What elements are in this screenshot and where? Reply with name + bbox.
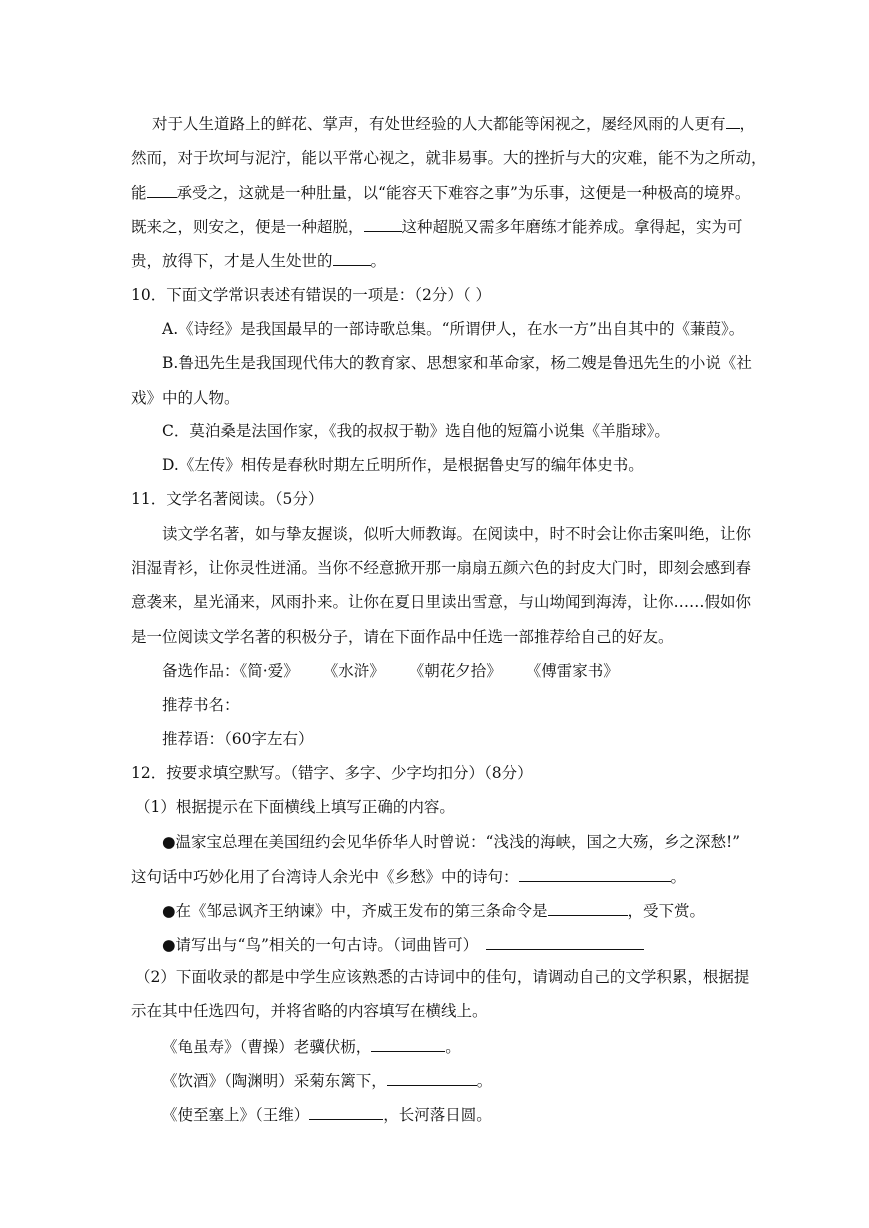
- q10-option-d: D.《左传》相传是春秋时期左丘明所作，是根据鲁史写的编年体史书。: [162, 456, 644, 474]
- q12-text: 这句话中巧妙化用了台湾诗人余光中《乡愁》中的诗句：: [131, 868, 519, 886]
- passage-line-3: [131, 181, 750, 204]
- q12-stem: 12．按要求填空默写。（错字、多字、少字均扣分）（8分）: [131, 764, 533, 782]
- q10-stem: 10．下面文学常识表述有错误的一项是：（2分）（ ）: [131, 286, 492, 304]
- q10-option-b-line1: B.鲁迅先生是我国现代伟大的教育家、思想家和革命家，杨二嫂是鲁迅先生的小说《社: [162, 354, 752, 372]
- q12-poem2: [162, 1069, 492, 1092]
- passage-text: 这种超脱又需多年磨练才能养成。拿得起，实为可: [401, 218, 743, 236]
- q12-bullet2: [162, 899, 705, 922]
- q12-part2-line2: 示在其中任选四句，并将省略的内容填写在横线上。: [131, 1002, 488, 1020]
- q11-para-line2: 泪湿青衫，让你灵性迸涌。当你不经意掀开那一扇扇五颜六色的封皮大门时，即刻会感到春: [131, 559, 752, 577]
- q12-poem3: [162, 1103, 492, 1126]
- passage-line-5: [131, 249, 386, 272]
- passage-line-2: 然而，对于坎坷与泥泞，能以平常心视之，就非易事。大的挫折与大的灾难，能不为之所动，: [131, 149, 767, 167]
- q11-para-line4: 是一位阅读文学名著的积极分子，请在下面作品中任选一部推荐给自己的好友。: [131, 628, 674, 646]
- q11-para-line3: 意袭来，星光涌来，风雨扑来。让你在夏日里读出雪意，与山坳闻到海涛，让你……假如你: [131, 593, 752, 611]
- q10-option-c: C．莫泊桑是法国作家，《我的叔叔于勒》选自他的短篇小说集《羊脂球》。: [162, 422, 670, 440]
- q12-text: 。: [445, 1038, 461, 1056]
- fill-blank[interactable]: [147, 181, 177, 198]
- passage-text: 承受之，这就是一种肚量，以“能容天下难容之事”为乐事，这便是一种极高的境界。: [176, 184, 751, 202]
- option-item: 《傅雷家书》: [525, 662, 619, 680]
- option-item: 《水浒》: [322, 662, 385, 680]
- passage-text: 能: [131, 184, 147, 202]
- q12-bullet3: [162, 933, 644, 956]
- q11-book-label: 推荐书名：: [162, 696, 240, 714]
- q12-text: ，受下赏。: [627, 902, 706, 920]
- q12-text: 。: [476, 1072, 493, 1090]
- fill-blank[interactable]: [309, 1103, 383, 1120]
- q11-para-line1: 读文学名著，如与挚友握谈，似听大师教诲。在阅读中，时不时会让你击案叫绝，让你: [162, 525, 752, 543]
- q10-option-b-line2: 戏》中的人物。: [131, 389, 240, 407]
- fill-blank[interactable]: [548, 899, 628, 916]
- q10-option-a: A.《诗经》是我国最早的一部诗歌总集。“所谓伊人，在水一方”出自其中的《蒹葭》。: [162, 320, 745, 338]
- q12-poem1: [162, 1035, 461, 1058]
- fill-blank[interactable]: [371, 1035, 445, 1052]
- fill-blank[interactable]: [486, 933, 644, 950]
- passage-line-4: [131, 215, 743, 238]
- q12-part2-line1: （2）下面收录的都是中学生应该熟悉的古诗词中的佳句，请调动自己的文学积累，根据提: [135, 968, 750, 986]
- q12-text: ，长河落日圆。: [383, 1106, 492, 1124]
- fill-blank[interactable]: [333, 249, 371, 266]
- fill-blank[interactable]: [364, 215, 402, 232]
- q12-bullet1-line2: [131, 865, 686, 888]
- q12-text: ●在《邹忌讽齐王纳谏》中，齐威王发布的第三条命令是: [162, 902, 548, 920]
- fill-blank[interactable]: [519, 865, 671, 882]
- q12-text: 《饮酒》（陶渊明）采菊东篱下，: [162, 1072, 387, 1090]
- passage-line-1: [152, 112, 755, 135]
- fill-blank[interactable]: [387, 1069, 477, 1086]
- options-label: 备选作品：: [162, 662, 240, 680]
- passage-text: 既来之，则安之，便是一种超脱，: [131, 218, 364, 236]
- q12-text: 。: [670, 868, 687, 886]
- passage-text: 对于人生道路上的鲜花、掌声，有处世经验的人大都能等闲视之，屡经风雨的人更有: [152, 115, 726, 133]
- q11-stem: 11．文学名著阅读。（5分）: [131, 490, 324, 508]
- passage-text: 贵，放得下，才是人生处世的: [131, 252, 333, 270]
- q12-text: 《龟虽寿》（曹操）老骥伏枥，: [162, 1038, 372, 1056]
- passage-text: ，: [739, 115, 756, 133]
- q11-options: [162, 660, 619, 682]
- option-item: 《朝花夕拾》: [408, 662, 502, 680]
- q12-text: 《使至塞上》（王维）: [162, 1106, 310, 1124]
- fill-blank[interactable]: [726, 112, 740, 129]
- passage-text: 。: [370, 252, 387, 270]
- q12-part1: （1）根据提示在下面横线上填写正确的内容。: [135, 798, 455, 816]
- q12-text: ●请写出与“鸟”相关的一句古诗。（词曲皆可）: [162, 936, 479, 954]
- q12-bullet1-line1: ●温家宝总理在美国纽约会见华侨华人时曾说：“浅浅的海峡，国之大殇，乡之深愁!”: [162, 833, 741, 851]
- option-item: 《简·爱》: [239, 662, 299, 680]
- q11-reason-label: 推荐语：（60字左右）: [162, 730, 314, 748]
